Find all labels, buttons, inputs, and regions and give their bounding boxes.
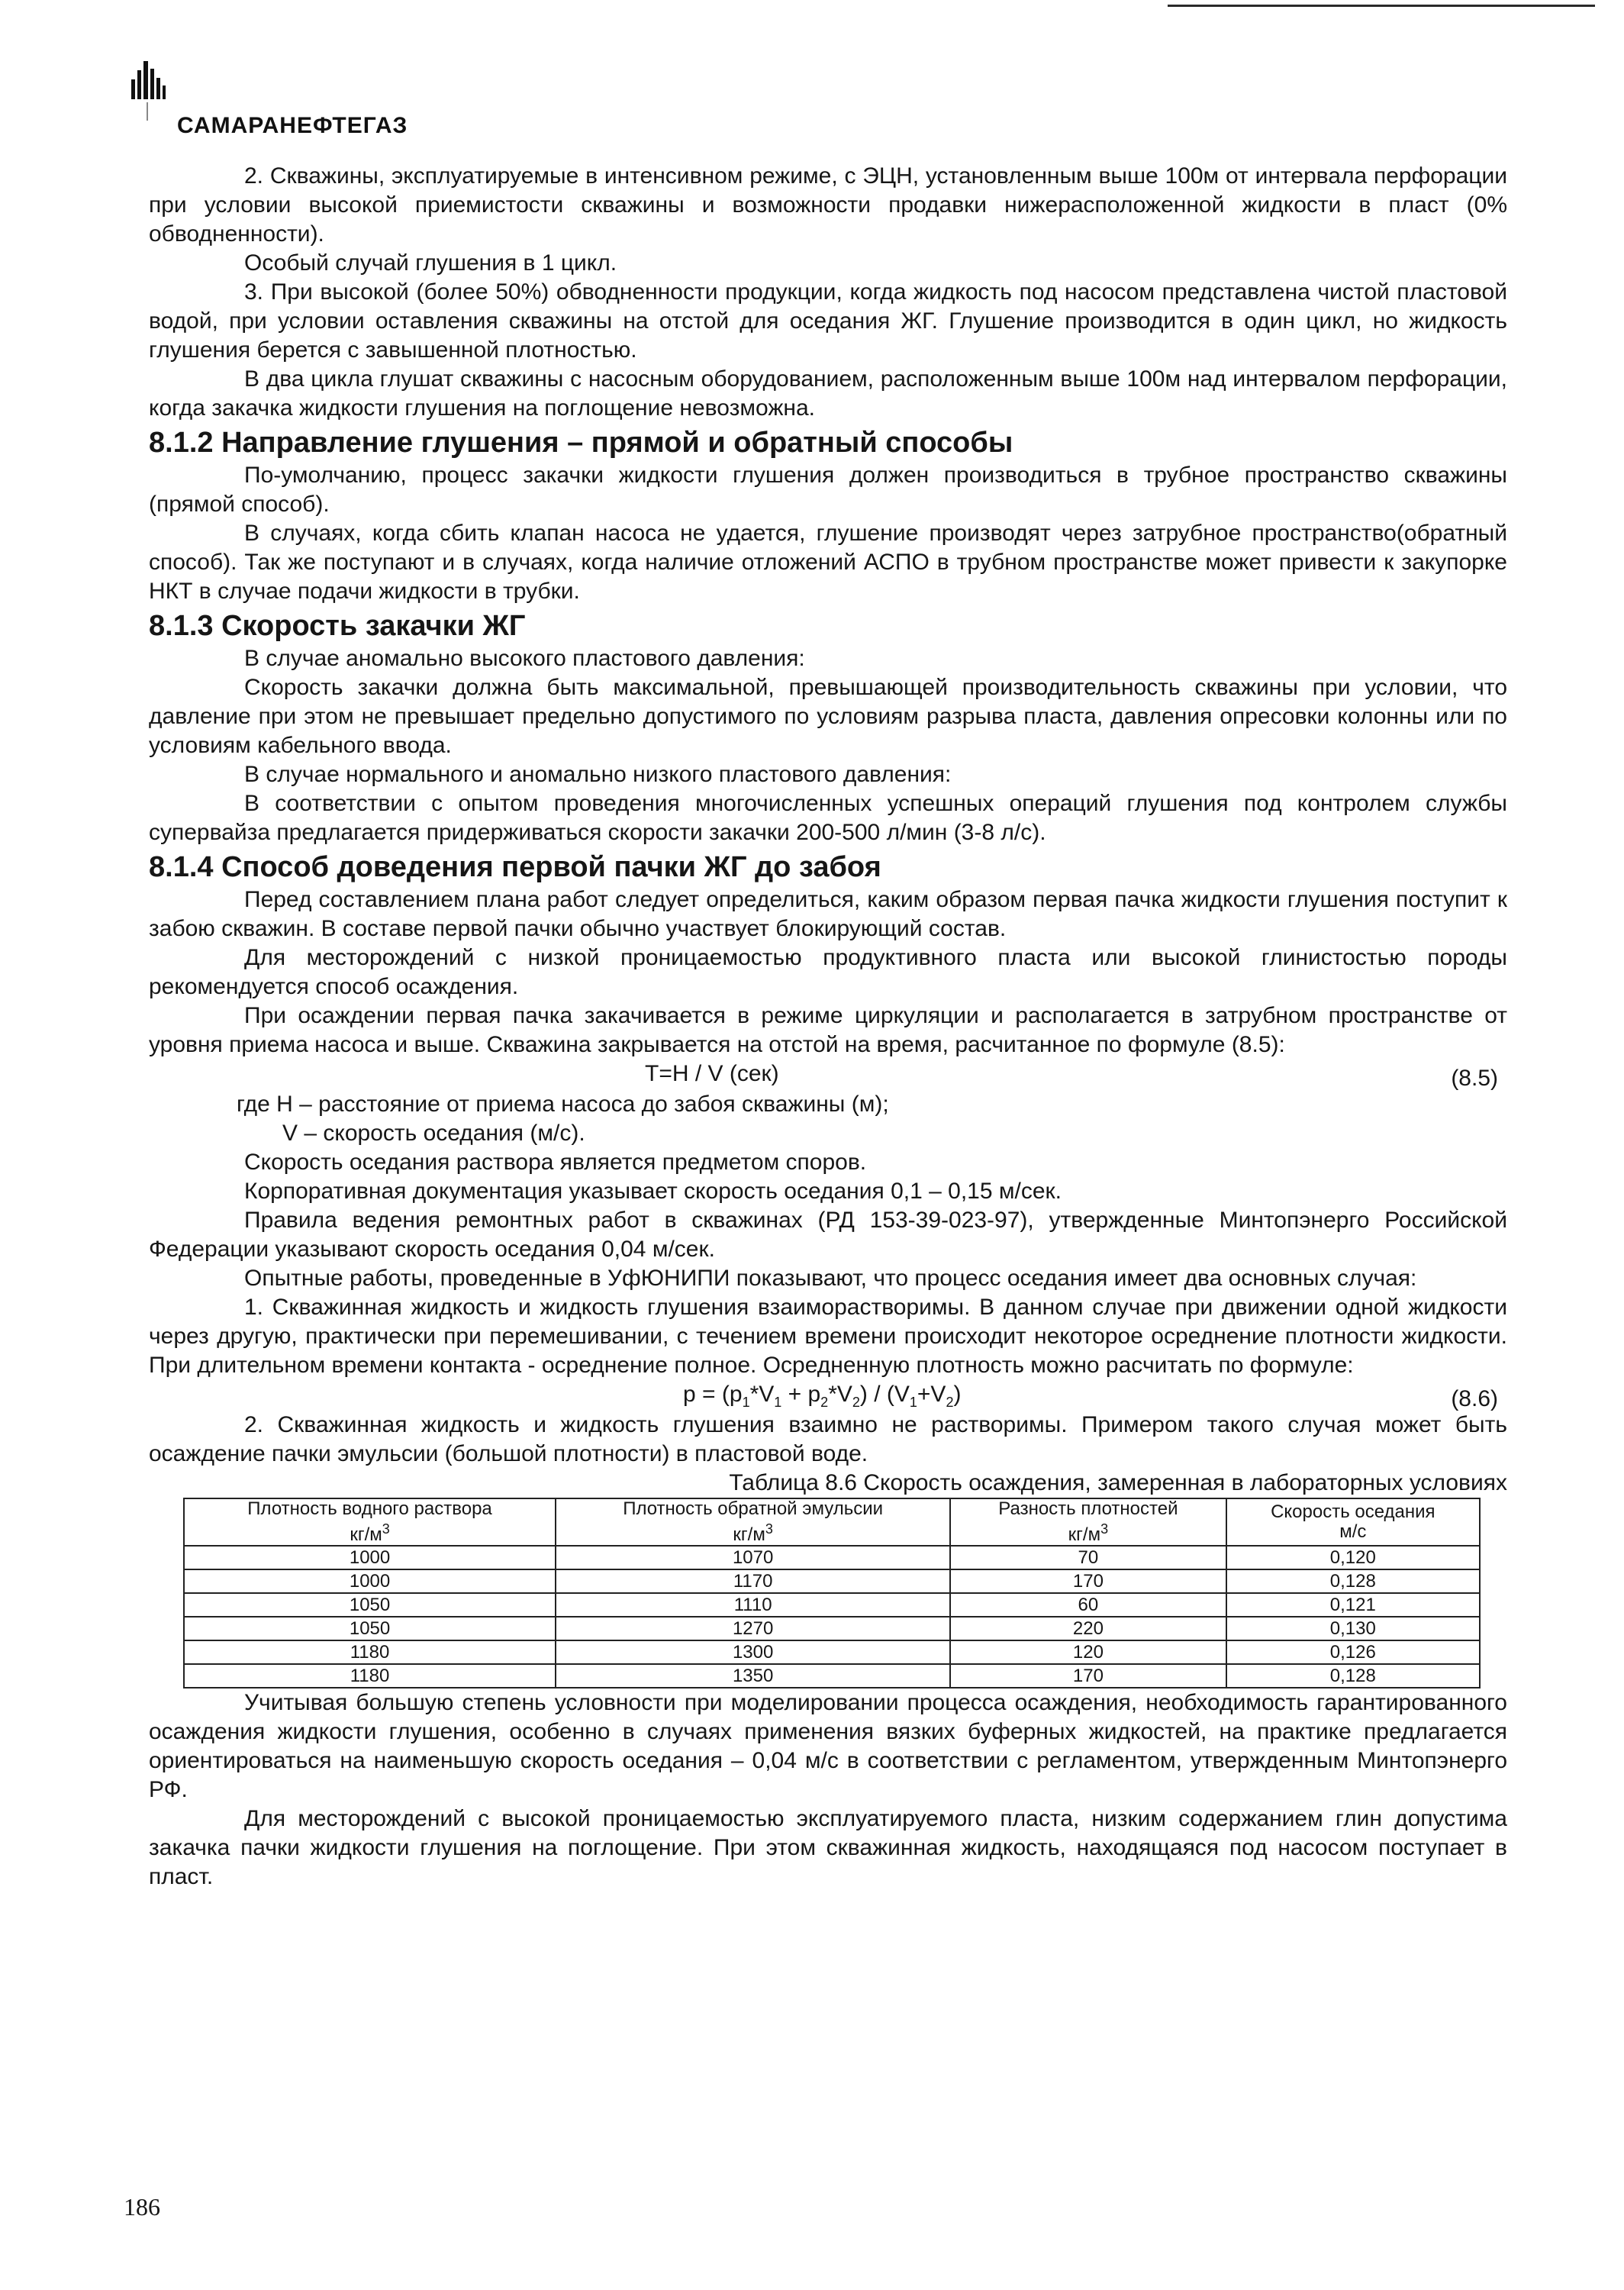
paragraph: В два цикла глушат скважины с насосным оборудованием, расположенным выше 100м над интервалом перфорации, когда закачка жидкости глушения на поглощение невозможна. bbox=[149, 366, 1507, 421]
paragraph: По-умолчанию, процесс закачки жидкости глушения должен производиться в трубное пространство скважины (прямой способ). bbox=[149, 463, 1507, 517]
company-logo bbox=[130, 55, 511, 139]
table-row: 1000 1170 170 0,128 bbox=[184, 1569, 1480, 1593]
top-rule bbox=[1168, 5, 1595, 7]
formula-8-5 bbox=[149, 1060, 1507, 1090]
section-heading-8-1-4: 8.1.4 Способ доведения первой пачки ЖГ до забоя bbox=[149, 851, 881, 883]
paragraph: Правила ведения ремонтных работ в скважинах (РД 153-39-023-97), утвержденные Минтопэнерго Российской Федерации указывают скорость оседания 0,04 м/сек. bbox=[149, 1208, 1507, 1262]
sedimentation-table bbox=[183, 1498, 1481, 1688]
paragraph: 2. Скважинная жидкость и жидкость глушения взаимно не растворимы. Примером такого случая может быть осаждение пачки эмульсии (большой плотности) в пластовой воде. bbox=[149, 1412, 1507, 1466]
table-header-row bbox=[184, 1498, 1480, 1546]
formula-legend: где H – расстояние от приема насоса до забоя скважины (м); bbox=[237, 1092, 889, 1117]
paragraph: В случаях, когда сбить клапан насоса не удается, глушение производят через затрубное пространство(обратный способ). Так же поступают и в случаях, когда наличие отложений АСПО в трубном пространстве может привести к закупорке НКТ в случае подачи жидкости в трубки. bbox=[149, 521, 1507, 604]
company-name: САМАРАНЕФТЕГАЗ bbox=[177, 113, 408, 138]
paragraph: Корпоративная документация указывает скорость оседания 0,1 – 0,15 м/сек. bbox=[244, 1179, 1062, 1204]
table-row: 1180 1350 170 0,128 bbox=[184, 1664, 1480, 1688]
logo-bars-icon bbox=[130, 55, 176, 139]
paragraph: 2. Скважины, эксплуатируемые в интенсивном режиме, с ЭЦН, установленным выше 100м от интервала перфорации при условии высокой приемистости скважины и возможности продавки нижерасположенной жидкости в пласт (0% обводненности). bbox=[149, 163, 1507, 247]
table-header-cell: Скорость оседания м/с bbox=[1226, 1498, 1480, 1546]
paragraph: Перед составлением плана работ следует определиться, каким образом первая пачка жидкости глушения поступит к забою скважин. В составе первой пачки обычно участвует блокирующий состав. bbox=[149, 887, 1507, 941]
paragraph: В случае нормального и аномально низкого пластового давления: bbox=[244, 762, 952, 787]
paragraph: Скорость закачки должна быть максимальной, превышающей производительность скважины при условии, что давление при этом не превышает предельно допустимого по условиям разрыва пласта, давления опресовки колонны или по условиям кабельного ввода. bbox=[149, 675, 1507, 758]
paragraph: Скорость оседания раствора является предметом споров. bbox=[244, 1150, 867, 1175]
paragraph: Опытные работы, проведенные в УфЮНИПИ показывают, что процесс оседания имеет два основных случая: bbox=[244, 1266, 1417, 1291]
paragraph: В случае аномально высокого пластового давления: bbox=[244, 646, 805, 671]
paragraph: 1. Скважинная жидкость и жидкость глушения взаиморастворимы. В данном случае при движении одной жидкости через другую, практически при перемешивании, с течением времени происходит некоторое осреднение плотности жидкости. При длительном времени контакта - осреднение полное. Осредненную плотность можно расчитать по формуле: bbox=[149, 1295, 1507, 1378]
table-row: 1000 1070 70 0,120 bbox=[184, 1546, 1480, 1569]
section-heading-8-1-2: 8.1.2 Направление глушения – прямой и обратный способы bbox=[149, 427, 1013, 459]
paragraph: Для месторождений с высокой проницаемостью эксплуатируемого пласта, низким содержанием глин допустима закачка пачки жидкости глушения на поглощение. При этом скважинная жидкость, находящаяся под насосом поступает в пласт. bbox=[149, 1806, 1507, 1889]
document-body bbox=[149, 162, 1507, 1892]
table-row: 1180 1300 120 0,126 bbox=[184, 1640, 1480, 1664]
formula-number: (8.5) bbox=[1451, 1066, 1498, 1091]
table-row: 1050 1270 220 0,130 bbox=[184, 1617, 1480, 1640]
paragraph: При осаждении первая пачка закачивается в режиме циркуляции и располагается в затрубном пространстве от уровня приема насоса и выше. Скважина закрывается на отстой на время, расчитанное по формуле (8.5): bbox=[149, 1003, 1507, 1057]
paragraph: Учитывая большую степень условности при моделировании процесса осаждения, необходимость гарантированного осаждения жидкости глушения, особенно в случаях применения вязких буферных жидкостей, на практике предлагается ориентироваться на наименьшую скорость оседания – 0,04 м/с в соответствии с регламентом, утвержденным Минтопэнерго РФ. bbox=[149, 1690, 1507, 1802]
formula-8-6 bbox=[149, 1380, 1507, 1411]
table-header-cell: Плотность обратной эмульсии $кг/м^3$ bbox=[556, 1498, 950, 1546]
table-header-cell: Разность плотностей $кг/м^3$ bbox=[950, 1498, 1226, 1546]
section-heading-8-1-3: 8.1.3 Скорость закачки ЖГ bbox=[149, 610, 526, 642]
formula-number: (8.6) bbox=[1451, 1386, 1498, 1411]
formula-legend: V – скорость оседания (м/с). bbox=[282, 1121, 585, 1146]
paragraph: 3. При высокой (более 50%) обводненности продукции, когда жидкость под насосом представлена чистой пластовой водой, при условии оставления скважины на отстой для оседания ЖГ. Глушение производится в один цикл, но жидкость глушения берется с завышенной плотностью. bbox=[149, 279, 1507, 363]
formula-text: T=H / V (сек) bbox=[645, 1061, 779, 1086]
table-caption: Таблица 8.6 Скорость осаждения, замеренная в лабораторных условиях bbox=[729, 1470, 1507, 1495]
formula-text: $p = (p_1*V_1 + p_2*V_2) / (V_1+V_2)$ bbox=[683, 1382, 962, 1410]
table-header-cell: Плотность водного раствора $кг/м^3$ bbox=[184, 1498, 556, 1546]
paragraph: В соответствии с опытом проведения многочисленных успешных операций глушения под контролем службы супервайза предлагается придерживаться скорости закачки 200-500 л/мин (3-8 л/с). bbox=[149, 791, 1507, 845]
page-number: 186 bbox=[124, 2193, 160, 2221]
paragraph: Особый случай глушения в 1 цикл. bbox=[244, 250, 617, 276]
paragraph: Для месторождений с низкой проницаемостью продуктивного пласта или высокой глинистостью породы рекомендуется способ осаждения. bbox=[149, 945, 1507, 999]
table-row: 1050 1110 60 0,121 bbox=[184, 1593, 1480, 1617]
